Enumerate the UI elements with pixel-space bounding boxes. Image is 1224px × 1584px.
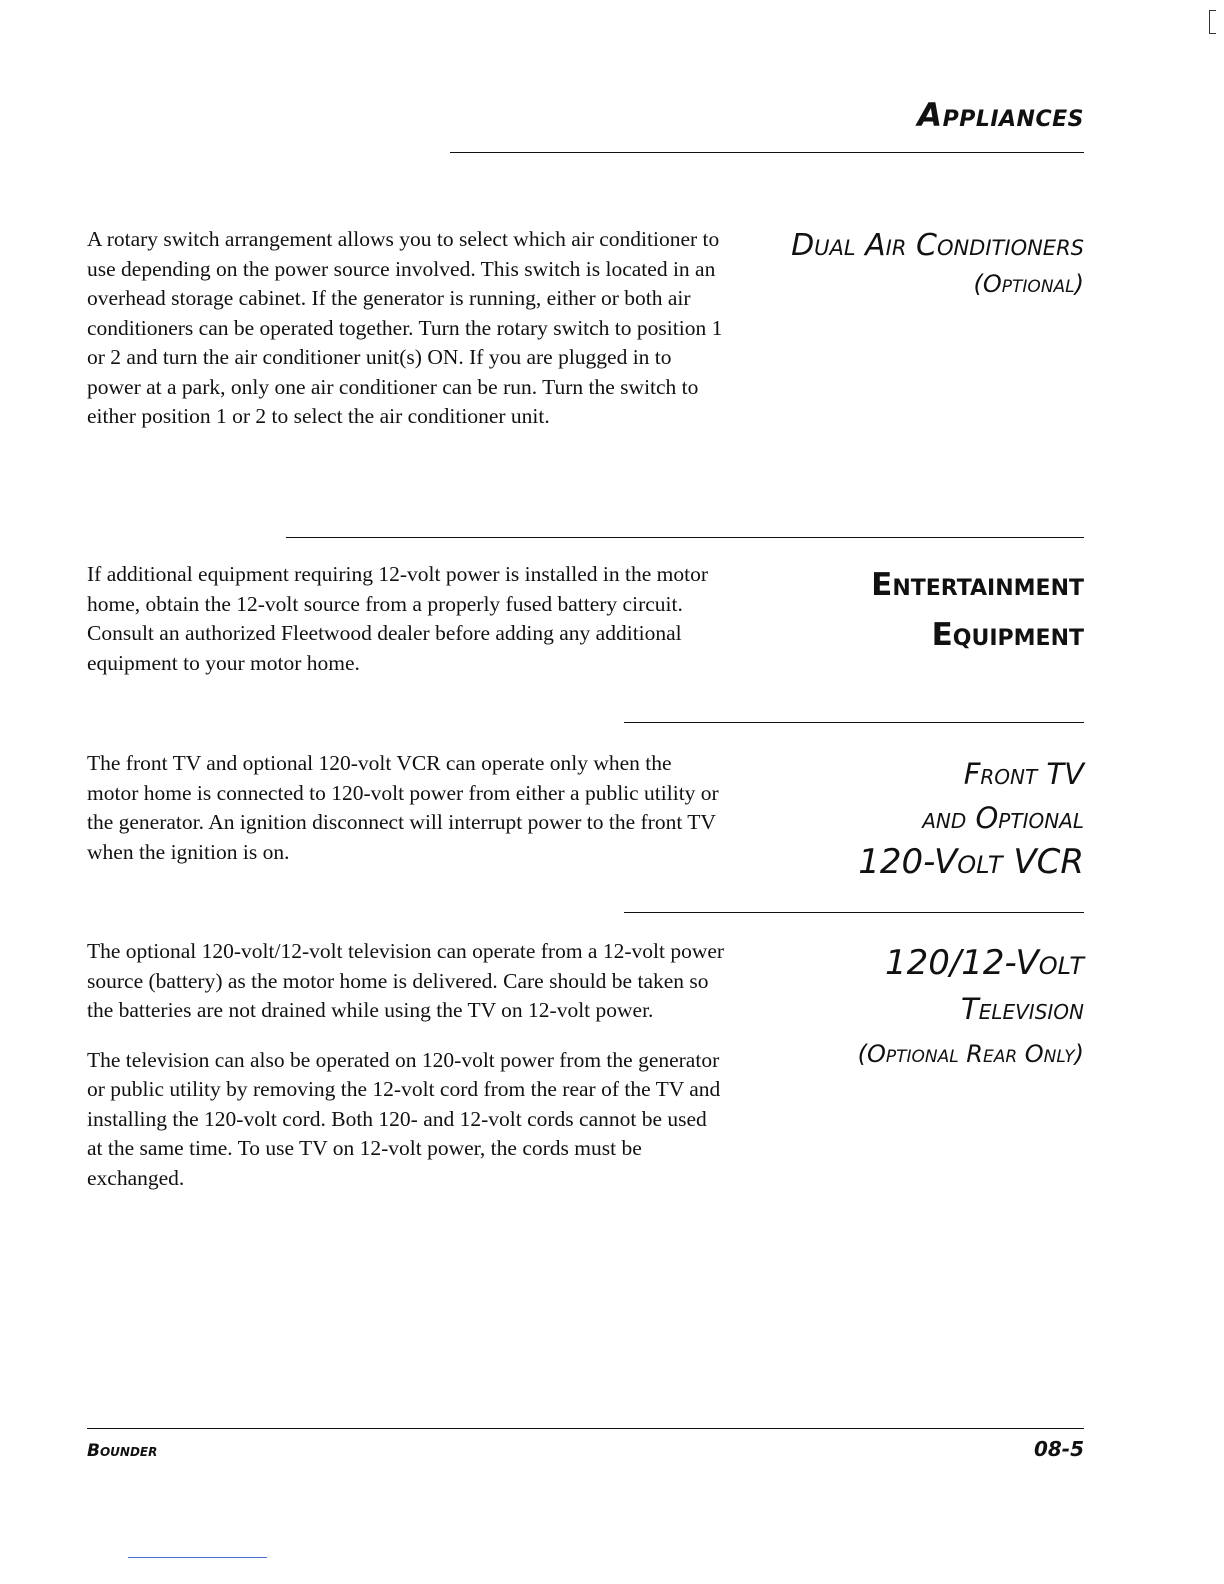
footer-page-number: 08-5 (1033, 1437, 1084, 1461)
front-tv-heading-line-1: Front TV (963, 757, 1084, 791)
entertainment-heading-line-1: Entertainment (871, 567, 1084, 603)
dual-ac-body (87, 225, 727, 432)
television-body (87, 937, 727, 1193)
section-rule-3 (624, 912, 1084, 913)
bottom-link-underline (128, 1557, 267, 1558)
entertainment-body (87, 560, 727, 678)
header-rule (450, 152, 1084, 153)
section-rule-2 (624, 722, 1084, 723)
entertainment-heading (871, 560, 1084, 660)
television-heading (858, 940, 1084, 1076)
front-tv-paragraph: The front TV and optional 120-volt VCR can operate only when the motor home is connected to 120-volt power from either a public utility or the generator. An ignition disconnect will interrupt power to the front TV when the ignition is on. (87, 751, 719, 864)
dual-ac-heading-title: Dual Air Conditioners (791, 228, 1084, 263)
dual-ac-paragraph: A rotary switch arrangement allows you to select which air conditioner to use depending on the power source involved. This switch is located in an overhead storage cabinet. If the generator is running, either or both air conditioners can be operated together. Turn the rotary switch to position 1 or 2 and turn the air conditioner unit(s) ON. If you are plugged in to power at a park, only one air conditioner can be run. Turn the switch to either position 1 or 2 to select the air conditioner unit. (87, 227, 723, 428)
entertainment-heading-line-2: Equipment (931, 617, 1084, 653)
dual-ac-heading (791, 226, 1084, 302)
television-paragraph-1: The optional 120-volt/12-volt television can operate from a 12-volt power source (battery) as the motor home is delivered. Care should be taken so the batteries are not drained while using the TV on 12-volt power. (87, 939, 725, 1022)
front-tv-heading-line-3: 120-Volt VCR (858, 842, 1084, 882)
front-tv-body (87, 749, 727, 867)
television-paragraph-2: The television can also be operated on 120-volt power from the generator or public utility by removing the 12-volt cord from the rear of the TV and installing the 120-volt cord. Both 120- and 12-volt cords cannot be used at the same time. To use TV on 12-volt power, the cords must be exchanged. (87, 1047, 721, 1190)
footer-brand: Bounder (87, 1441, 158, 1461)
television-heading-line-2: Television (960, 992, 1084, 1026)
entertainment-paragraph: If additional equipment requiring 12-volt power is installed in the motor home, obtain the 12-volt source from a properly fused battery circuit. Consult an authorized Fleetwood dealer before adding any additional equipment to your motor home. (87, 562, 708, 675)
front-tv-heading (858, 752, 1084, 884)
section-rule-1 (286, 537, 1084, 538)
footer-rule (87, 1428, 1084, 1429)
television-heading-line-1: 120/12-Volt (884, 943, 1084, 983)
television-heading-line-3: (Optional Rear Only) (857, 1040, 1084, 1068)
page-header-title: Appliances (917, 96, 1084, 134)
dual-ac-heading-optional: (Optional) (973, 270, 1084, 298)
front-tv-heading-line-2: and Optional (922, 801, 1084, 835)
scan-edge-mark (1209, 10, 1216, 34)
